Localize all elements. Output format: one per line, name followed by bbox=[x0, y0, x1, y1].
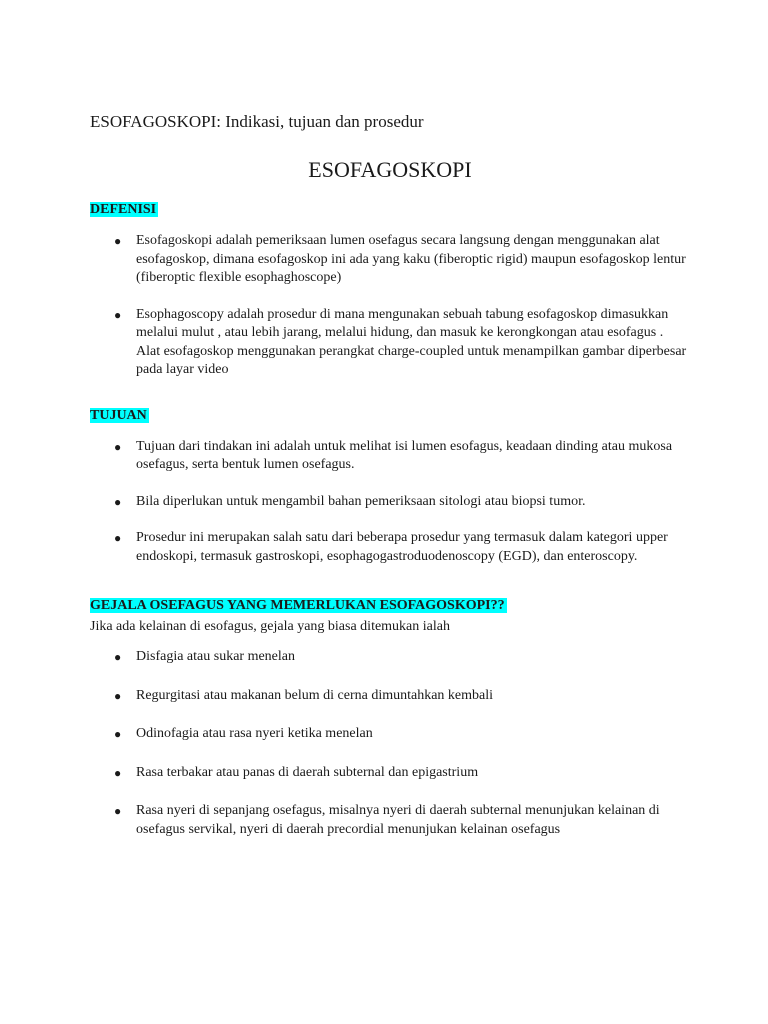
section-gejala bbox=[90, 596, 690, 839]
section-tujuan bbox=[90, 406, 690, 567]
list-item bbox=[90, 306, 690, 380]
list-item bbox=[90, 687, 690, 706]
section-intro: Jika ada kelainan di esofagus, gejala yang biasa ditemukan ialah bbox=[90, 619, 450, 634]
list-item bbox=[90, 802, 690, 839]
section-heading bbox=[90, 596, 690, 616]
list-item-text: Esophagoscopy adalah prosedur di mana mengunakan sebuah tabung esofagoskop dimasukkan melalui mulut , atau lebih jarang, melalui hidung, dan masuk ke kerongkongan atau esofagus . Alat esofagoskop menggunakan perangkat charge-coupled untuk menampilkan gambar diperbesar pada layar video bbox=[136, 306, 687, 377]
bullet-list bbox=[90, 438, 690, 567]
bullet-icon: ● bbox=[114, 765, 122, 780]
bullet-icon: ● bbox=[114, 234, 122, 248]
highlighted-heading-text: GEJALA OSEFAGUS YANG MEMERLUKAN ESOFAGOSKOPI?? bbox=[90, 598, 505, 613]
list-item bbox=[90, 764, 690, 783]
bullet-icon: ● bbox=[114, 688, 122, 703]
main-heading: ESOFAGOSKOPI bbox=[308, 157, 472, 182]
highlighted-heading-text: DEFENISI bbox=[90, 202, 157, 217]
document-page bbox=[90, 110, 690, 859]
list-item bbox=[90, 493, 690, 512]
list-item bbox=[90, 648, 690, 667]
list-item-text: Prosedur ini merupakan salah satu dari beberapa prosedur yang termasuk dalam kategori upper endoskopi, termasuk gastroskopi, esophagogastroduodenoscopy (EGD), dan enteroscopy. bbox=[136, 530, 668, 564]
bullet-icon: ● bbox=[114, 494, 122, 509]
highlighted-heading-text: TUJUAN bbox=[90, 407, 147, 423]
bullet-icon: ● bbox=[114, 804, 122, 818]
bullet-icon: ● bbox=[114, 439, 122, 454]
section-heading bbox=[90, 406, 690, 426]
bullet-icon: ● bbox=[114, 650, 122, 664]
bullet-icon: ● bbox=[114, 307, 122, 322]
list-item-text: Bila diperlukan untuk mengambil bahan pemeriksaan sitologi atau biopsi tumor. bbox=[136, 493, 586, 509]
list-item-text: Disfagia atau sukar menelan bbox=[136, 649, 295, 664]
list-item-text: Esofagoskopi adalah pemeriksaan lumen osefagus secara langsung dengan menggunakan alat esofagoskop, dimana esofagoskop ini ada yang kaku (fiberoptic rigid) maupun esofagoskop lentur (fiberoptic flexible esophaghoscope) bbox=[136, 233, 686, 285]
bullet-list bbox=[90, 648, 690, 839]
list-item bbox=[90, 725, 690, 744]
list-item-text: Tujuan dari tindakan ini adalah untuk melihat isi lumen esofagus, keadaan dinding atau mukosa osefagus, serta bentuk lumen osefagus. bbox=[136, 438, 673, 472]
list-item-text: Odinofagia atau rasa nyeri ketika menelan bbox=[136, 726, 373, 741]
section-heading bbox=[90, 200, 690, 220]
bullet-icon: ● bbox=[114, 531, 122, 545]
document-title: ESOFAGOSKOPI: Indikasi, tujuan dan prosedur bbox=[90, 112, 424, 131]
bullet-icon: ● bbox=[114, 727, 122, 741]
list-item-text: Rasa terbakar atau panas di daerah subternal dan epigastrium bbox=[136, 764, 479, 780]
list-item bbox=[90, 232, 690, 288]
bullet-list bbox=[90, 232, 690, 380]
list-item bbox=[90, 529, 690, 566]
list-item bbox=[90, 438, 690, 475]
list-item-text: Rasa nyeri di sepanjang osefagus, misalnya nyeri di daerah subternal menunjukan kelainan di osefagus servikal, nyeri di daerah precordial menunjukan kelainan osefagus bbox=[136, 803, 660, 837]
section-defenisi bbox=[90, 200, 690, 380]
list-item-text: Regurgitasi atau makanan belum di cerna dimuntahkan kembali bbox=[136, 687, 494, 703]
